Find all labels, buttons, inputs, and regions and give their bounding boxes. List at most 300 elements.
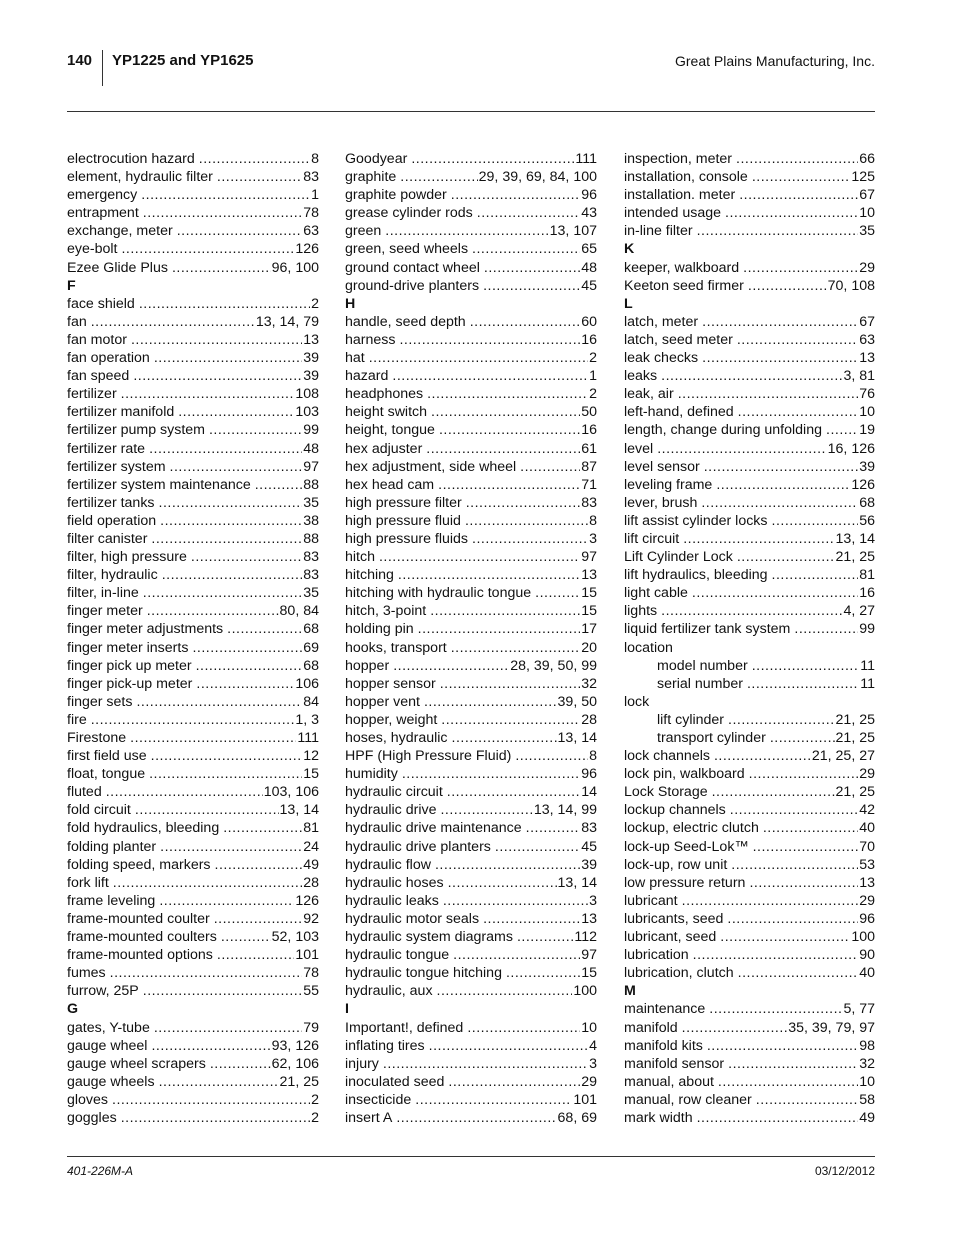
index-term: manifold kits: [624, 1037, 703, 1054]
index-term: latch, seed meter: [624, 331, 733, 348]
page-references: 96: [859, 910, 875, 927]
dot-leader: [682, 1019, 788, 1037]
page-references: 50: [581, 404, 597, 421]
dot-leader: [438, 476, 580, 494]
index-term: gauge wheel: [67, 1037, 148, 1054]
index-term: filter canister: [67, 530, 148, 547]
index-term: hydraulic, aux: [345, 983, 433, 1000]
page-references: 13, 14: [835, 530, 875, 547]
page-references: 15: [303, 766, 319, 783]
dot-leader: [121, 1109, 310, 1127]
index-entry: [624, 277, 875, 295]
dot-leader: [214, 910, 302, 928]
index-term: high pressure fluid: [345, 512, 461, 529]
index-term: lever, brush: [624, 494, 698, 511]
index-term: hooks, transport: [345, 639, 447, 656]
page-references: 35: [303, 494, 319, 511]
dot-leader: [448, 874, 557, 892]
dot-leader: [701, 494, 858, 512]
dot-leader: [136, 693, 302, 711]
index-term: folding planter: [67, 838, 157, 855]
dot-leader: [657, 440, 826, 458]
index-entry: [345, 747, 597, 765]
index-entry: [345, 494, 597, 512]
index-entry: [624, 421, 875, 439]
index-entry: [345, 675, 597, 693]
dot-leader: [739, 186, 858, 204]
page-references: 29: [859, 259, 875, 276]
top-rule: [67, 111, 875, 112]
index-entry: [67, 367, 319, 385]
page-references: 70, 108: [827, 277, 875, 294]
index-entry: [624, 168, 875, 186]
index-term: leaks: [624, 368, 658, 385]
index-column-1: [67, 150, 319, 1127]
index-term: hydraulic hoses: [345, 874, 444, 891]
dot-leader: [702, 313, 858, 331]
page-references: 99: [859, 621, 875, 638]
page-references: 28: [303, 874, 319, 891]
page-references: 88: [303, 530, 319, 547]
page-references: 49: [859, 1109, 875, 1126]
index-term: lockup channels: [624, 802, 726, 819]
index-term: manifold: [624, 1019, 678, 1036]
page-references: 28: [581, 711, 597, 728]
page-references: 96: [581, 766, 597, 783]
index-entry: [67, 729, 319, 747]
index-entry: [624, 801, 875, 819]
index-entry: [624, 259, 875, 277]
index-entry: [624, 620, 875, 638]
dot-leader: [453, 946, 580, 964]
index-entry: [345, 892, 597, 910]
page-references: 96, 100: [271, 259, 319, 276]
dot-leader: [749, 874, 858, 892]
index-term: location: [624, 639, 673, 656]
index-entry: [345, 729, 597, 747]
dot-leader: [465, 512, 588, 530]
index-entry: [624, 747, 875, 765]
dot-leader: [495, 838, 580, 856]
index-term: leveling frame: [624, 476, 713, 493]
index-entry: [345, 711, 597, 729]
page-references: 45: [581, 838, 597, 855]
page-references: 29, 39, 69, 84, 100: [478, 169, 597, 186]
section-letter: G: [67, 1001, 79, 1018]
page-references: 112: [574, 929, 597, 946]
index-term: handle, seed depth: [345, 313, 466, 330]
page-references: 56: [859, 512, 875, 529]
index-term: lights: [624, 603, 658, 620]
index-entry: [67, 964, 319, 982]
dot-leader: [159, 494, 303, 512]
index-entry: [67, 1019, 319, 1037]
page-references: 79: [303, 1019, 319, 1036]
page-references: 97: [581, 947, 597, 964]
index-entry: [67, 566, 319, 584]
index-entry: [624, 313, 875, 331]
index-term: fertilizer manifold: [67, 404, 175, 421]
page-references: 83: [581, 820, 597, 837]
index-term: hex head cam: [345, 476, 435, 493]
dot-leader: [143, 204, 302, 222]
page-references: 70: [859, 838, 875, 855]
index-term: Firestone: [67, 730, 127, 746]
dot-leader: [535, 584, 580, 602]
dot-leader: [196, 675, 294, 693]
index-term: emergency: [67, 187, 138, 204]
dot-leader: [727, 910, 858, 928]
index-entry: [345, 548, 597, 566]
dot-leader: [418, 620, 581, 638]
page-references: 83: [581, 494, 597, 511]
index-term: fork lift: [67, 874, 109, 891]
index-entry: [624, 928, 875, 946]
dot-leader: [752, 168, 851, 186]
index-entry: [345, 801, 597, 819]
index-entry: [345, 1055, 597, 1073]
index-term: fold circuit: [67, 802, 131, 819]
dot-leader: [435, 856, 580, 874]
index-entry: [67, 240, 319, 258]
index-term: lock-up, row unit: [624, 856, 728, 873]
page-references: 101: [295, 947, 319, 964]
dot-leader: [191, 548, 302, 566]
index-entry: [67, 620, 319, 638]
index-term: hopper vent: [345, 693, 420, 710]
index-term: manual, about: [624, 1073, 714, 1090]
page-references: 10: [581, 1019, 597, 1036]
index-term: lift cylinder: [657, 711, 725, 728]
index-entry: [67, 910, 319, 928]
page-references: 24: [303, 838, 319, 855]
index-entry: [624, 1055, 875, 1073]
page-references: 100: [851, 929, 875, 946]
index-entry: [345, 964, 597, 982]
index-entry: [345, 385, 597, 403]
page-references: 67: [859, 187, 875, 204]
page-references: 97: [303, 458, 319, 475]
page-references: 68: [303, 621, 319, 638]
dot-leader: [399, 331, 580, 349]
dot-leader: [159, 1073, 279, 1091]
index-entry: [67, 639, 319, 657]
index-term: model number: [657, 657, 748, 674]
index-term: fertilizer system: [67, 458, 166, 475]
index-entry: [345, 1019, 597, 1037]
index-entry: [624, 530, 875, 548]
index-term: hat: [345, 350, 365, 367]
index-section-letter: [624, 240, 875, 258]
index-term: fan motor: [67, 331, 127, 348]
index-entry: [624, 458, 875, 476]
index-term: lift hydraulics, bleeding: [624, 567, 768, 584]
page-references: 48: [581, 259, 597, 276]
page-references: 13: [859, 350, 875, 367]
index-term: fumes: [67, 965, 106, 982]
document-title: YP1225 and YP1625: [112, 52, 254, 69]
page-references: 35, 39, 79, 97: [788, 1019, 875, 1036]
index-term: hopper sensor: [345, 675, 436, 692]
page-references: 16: [581, 422, 597, 439]
dot-leader: [147, 602, 279, 620]
page-references: 13, 14: [557, 730, 597, 746]
index-term: lubricant: [624, 892, 678, 909]
dot-leader: [429, 1037, 588, 1055]
dot-leader: [162, 566, 303, 584]
page-references: 13, 14: [279, 802, 319, 819]
page-references: 13: [859, 874, 875, 891]
dot-leader: [135, 801, 279, 819]
index-term: hex adjuster: [345, 440, 423, 457]
dot-leader: [160, 838, 302, 856]
dot-leader: [177, 222, 303, 240]
dot-leader: [826, 421, 858, 439]
index-term: ground-drive planters: [345, 277, 480, 294]
index-entry: [345, 620, 597, 638]
dot-leader: [160, 512, 302, 530]
page-references: 40: [859, 820, 875, 837]
index-term: hitch: [345, 549, 375, 566]
index-section-letter: [624, 295, 875, 313]
page-references: 126: [851, 476, 875, 493]
index-entry: [624, 476, 875, 494]
index-entry: [624, 1019, 875, 1037]
page-references: 111: [575, 151, 597, 167]
dot-leader: [400, 168, 477, 186]
dot-leader: [683, 530, 834, 548]
index-entry: [624, 186, 875, 204]
dot-leader: [112, 1091, 310, 1109]
page-references: 67: [859, 313, 875, 330]
index-term: graphite powder: [345, 187, 447, 204]
page-references: 84: [303, 693, 319, 710]
page-references: 29: [581, 1073, 597, 1090]
dot-leader: [133, 367, 302, 385]
dot-leader: [151, 747, 303, 765]
dot-leader: [424, 693, 557, 711]
index-entry: [67, 892, 319, 910]
index-section-letter: [67, 277, 319, 295]
dot-leader: [154, 1019, 302, 1037]
index-term: gauge wheels: [67, 1073, 155, 1090]
dot-leader: [396, 1109, 556, 1127]
dot-leader: [451, 186, 580, 204]
page-references: 69: [303, 639, 319, 656]
dot-leader: [143, 982, 302, 1000]
dot-leader: [794, 620, 858, 638]
page-references: 38: [303, 512, 319, 529]
index-term: frame-mounted coulters: [67, 929, 217, 946]
index-entry: [624, 1109, 875, 1127]
index-entry: [345, 874, 597, 892]
index-term: gloves: [67, 1091, 109, 1108]
dot-leader: [692, 584, 858, 602]
index-entry: [67, 295, 319, 313]
page-references: 28, 39, 50, 99: [510, 657, 597, 674]
index-entry: [345, 476, 597, 494]
page-references: 92: [303, 910, 319, 927]
index-entry: [67, 421, 319, 439]
page-references: 1: [311, 187, 319, 204]
index-entry: [67, 512, 319, 530]
index-column-3: [624, 150, 875, 1127]
page-references: 98: [859, 1037, 875, 1054]
dot-leader: [477, 204, 580, 222]
dot-leader: [172, 259, 271, 277]
dot-leader: [441, 711, 580, 729]
index-entry: [345, 349, 597, 367]
page-references: 29: [859, 766, 875, 783]
index-term: hitch, 3-point: [345, 603, 427, 620]
index-term: ground contact wheel: [345, 259, 480, 276]
dot-leader: [385, 222, 548, 240]
index-entry: [345, 512, 597, 530]
index-entry: [345, 693, 597, 711]
index-term: fertilizer system maintenance: [67, 476, 251, 493]
index-entry: [624, 331, 875, 349]
page-references: 21, 25: [835, 730, 875, 746]
index-entry: [624, 602, 875, 620]
index-entry: [345, 783, 597, 801]
page-references: 42: [859, 802, 875, 819]
index-term: lift circuit: [624, 530, 680, 547]
index-term: height, tongue: [345, 422, 435, 439]
page-references: 65: [581, 241, 597, 258]
page-references: 103, 106: [263, 784, 319, 801]
index-term: lock pin, walkboard: [624, 766, 745, 783]
index-term: installation. meter: [624, 187, 736, 204]
index-term: height switch: [345, 404, 428, 421]
index-entry: [624, 512, 875, 530]
page-references: 15: [581, 603, 597, 620]
page-references: 32: [859, 1055, 875, 1072]
index-term: green, seed wheels: [345, 241, 469, 258]
index-term: filter, hydraulic: [67, 567, 158, 584]
dot-leader: [210, 1055, 271, 1073]
dot-leader: [139, 295, 310, 313]
index-entry: [624, 856, 875, 874]
page-references: 35: [859, 223, 875, 240]
dot-leader: [149, 440, 302, 458]
page-references: 11: [860, 657, 875, 674]
index-entry: [624, 910, 875, 928]
page-references: 66: [859, 151, 875, 167]
index-entry: [67, 204, 319, 222]
page-references: 60: [581, 313, 597, 330]
index-entry: [67, 186, 319, 204]
dot-leader: [178, 403, 294, 421]
index-entry: [345, 150, 597, 168]
page-references: 32: [581, 675, 597, 692]
dot-leader: [106, 783, 263, 801]
dot-leader: [682, 892, 859, 910]
page-references: 108: [295, 386, 319, 403]
page-references: 126: [295, 892, 319, 909]
page-references: 16: [859, 585, 875, 602]
page-references: 13: [581, 567, 597, 584]
dot-leader: [451, 639, 580, 657]
page-references: 10: [859, 404, 875, 421]
dot-leader: [437, 982, 573, 1000]
index-term: eye-bolt: [67, 241, 118, 258]
index-term: float, tongue: [67, 766, 146, 783]
index-entry: [345, 168, 597, 186]
page-references: 39: [303, 368, 319, 385]
dot-leader: [772, 566, 859, 584]
dot-leader: [716, 476, 850, 494]
index-term: left-hand, defined: [624, 404, 734, 421]
index-entry: [345, 367, 597, 385]
page-references: 3: [589, 530, 597, 547]
index-entry: [67, 1109, 319, 1127]
dot-leader: [440, 675, 581, 693]
section-letter: M: [624, 983, 636, 1000]
page-references: 11: [860, 675, 875, 692]
index-entry: [67, 711, 319, 729]
dot-leader: [91, 711, 295, 729]
page-references: 83: [303, 549, 319, 566]
dot-leader: [506, 964, 580, 982]
index-entry: [624, 204, 875, 222]
index-entry: [67, 874, 319, 892]
dot-leader: [151, 1037, 270, 1055]
index-section-letter: [345, 295, 597, 313]
dot-leader: [770, 729, 835, 747]
index-entry: [67, 765, 319, 783]
page-references: 48: [303, 440, 319, 457]
page-references: 2: [311, 1109, 319, 1126]
dot-leader: [141, 186, 310, 204]
index-entry: [345, 313, 597, 331]
dot-leader: [217, 946, 294, 964]
index-term: hydraulic flow: [345, 856, 431, 873]
index-entry: [624, 222, 875, 240]
index-entry: [345, 403, 597, 421]
index-entry: [624, 494, 875, 512]
page-references: 19: [859, 422, 875, 439]
index-term: fertilizer tanks: [67, 494, 155, 511]
dot-leader: [398, 566, 580, 584]
page-references: 13, 14, 79: [255, 313, 319, 330]
index-entry: [67, 1037, 319, 1055]
dot-leader: [661, 367, 842, 385]
index-term: hoses, hydraulic: [345, 730, 448, 746]
dot-leader: [392, 367, 588, 385]
page-references: 1, 3: [295, 711, 319, 728]
dot-leader: [720, 928, 850, 946]
index-entry: [67, 150, 319, 168]
index-term: fertilizer: [67, 386, 117, 403]
index-entry: [345, 602, 597, 620]
page-references: 21, 25, 27: [811, 748, 875, 765]
index-term: transport cylinder: [657, 730, 766, 746]
index-entry: [624, 729, 875, 747]
page-references: 16: [581, 331, 597, 348]
index-entry: [67, 819, 319, 837]
dot-leader: [704, 458, 859, 476]
index-entry: [345, 819, 597, 837]
index-term: insecticide: [345, 1091, 412, 1108]
index-term: fertilizer pump system: [67, 422, 205, 439]
index-term: fold hydraulics, bleeding: [67, 820, 220, 837]
index-term: in-line filter: [624, 223, 693, 240]
index-term: finger meter: [67, 603, 143, 620]
index-term: furrow, 25P: [67, 983, 139, 1000]
index-entry: [67, 548, 319, 566]
page-references: 43: [581, 205, 597, 222]
page-references: 103: [295, 404, 319, 421]
